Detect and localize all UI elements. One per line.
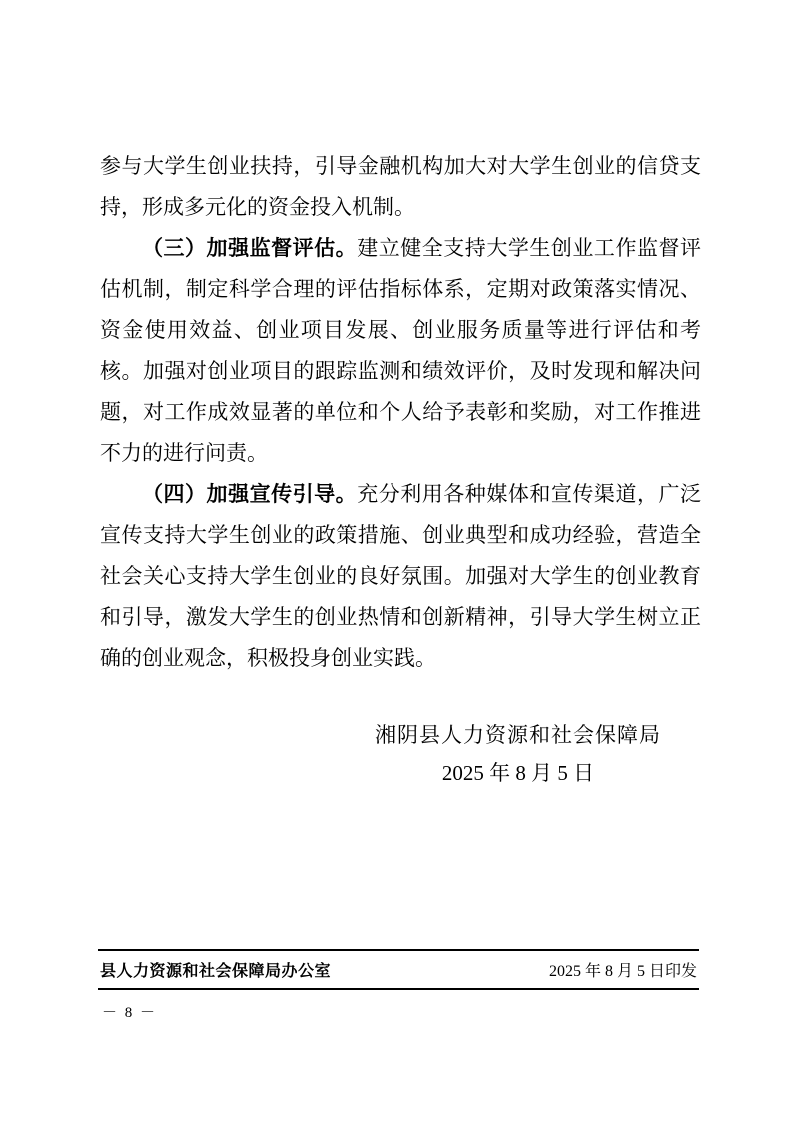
paragraph-text: 充分利用各种媒体和宣传渠道，广泛宣传支持大学生创业的政策措施、创业典型和成功经验，营造全社会关心支持大学生创业的良好氛围。加强对大学生的创业教育和引导，激发大学生的创业热情和创新精神，引导大学生树立正确的创业观念，积极投身创业实践。 <box>100 482 702 670</box>
paragraph-lead: （四）加强宣传引导。 <box>142 482 358 506</box>
document-body <box>100 146 701 679</box>
paragraph-lead: （三）加强监督评估。 <box>142 236 358 260</box>
signature-date: 2025 年 8 月 5 日 <box>441 761 595 785</box>
page-number: － 8 － <box>102 1005 158 1021</box>
footer <box>98 949 699 990</box>
signature-block <box>368 720 668 788</box>
paragraph <box>100 146 701 228</box>
paragraph-text: 建立健全支持大学生创业工作监督评估机制，制定科学合理的评估指标体系，定期对政策落实情况、资金使用效益、创业项目发展、创业服务质量等进行评估和考核。加强对创业项目的跟踪监测和绩效评价，及时发现和解决问题，对工作成效显著的单位和个人给予表彰和奖励，对工作推进不力的进行问责。 <box>100 236 702 465</box>
footer-office: 县人力资源和社会保障局办公室 <box>100 963 332 980</box>
footer-row <box>98 951 699 988</box>
paragraph <box>100 228 701 474</box>
paragraph <box>100 474 701 679</box>
footer-print-date: 2025 年 8 月 5 日印发 <box>548 963 697 980</box>
paragraph-text: 参与大学生创业扶持，引导金融机构加大对大学生创业的信贷支持，形成多元化的资金投入机制。 <box>100 154 701 219</box>
signature-issuer: 湘阴县人力资源和社会保障局 <box>375 723 661 747</box>
